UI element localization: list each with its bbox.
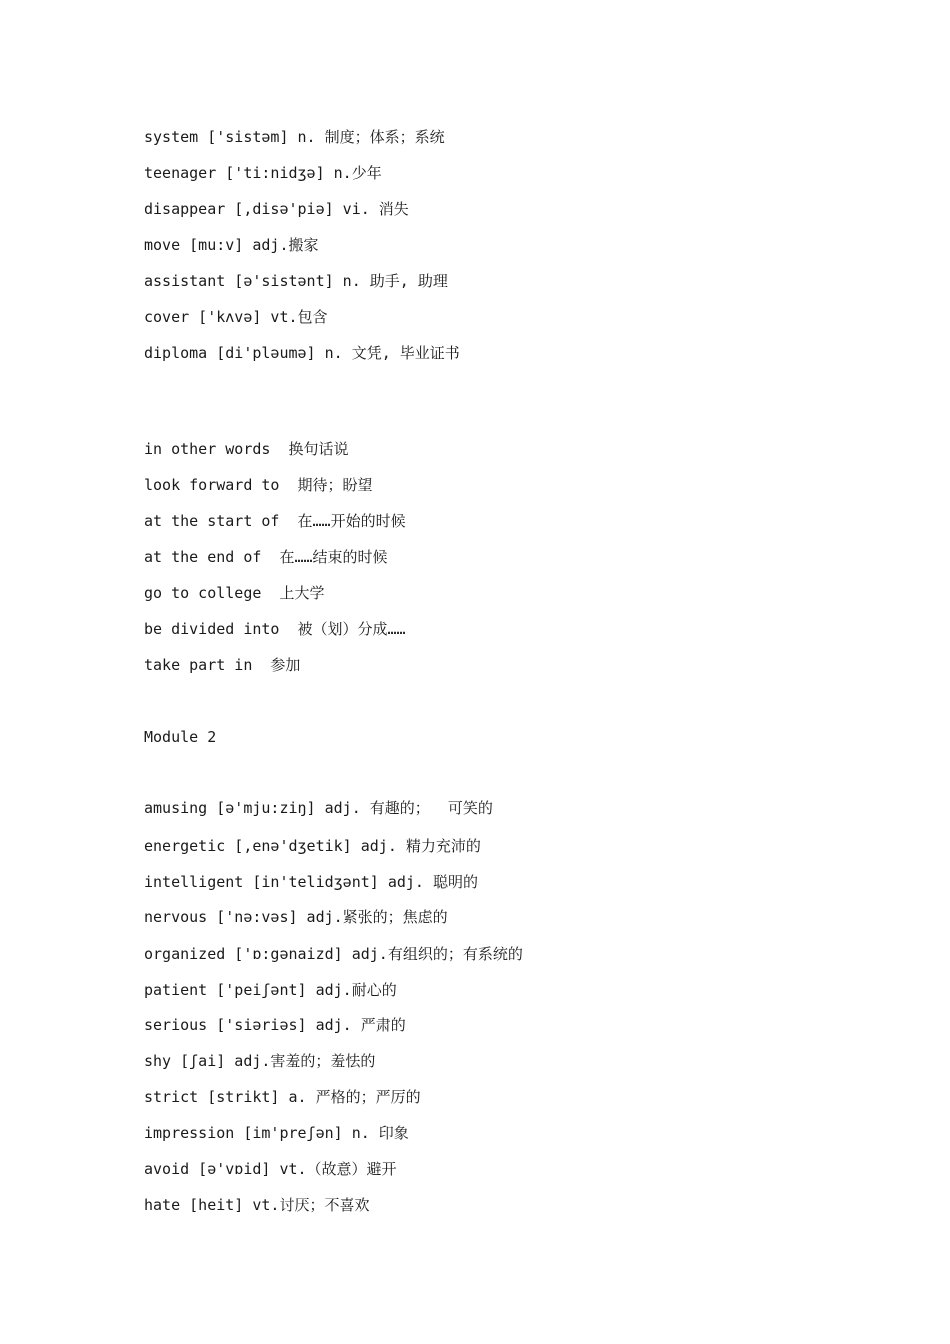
vocab-entry-hate: hate [heit] vt.讨厌；不喜欢 xyxy=(144,1196,370,1214)
vocab-entry-organized: organized ['ɒ:gənaizd] adj.有组织的；有系统的 xyxy=(144,945,523,963)
vocab-entry-move: move [mu:v] adj.搬家 xyxy=(144,236,319,254)
vocab-entry-disappear: disappear [,disə'piə] vi. 消失 xyxy=(144,200,409,218)
vocab-entry-teenager: teenager ['ti:nidʒə] n.少年 xyxy=(144,164,382,182)
vocab-entry-amusing: amusing [ə'mju:ziŋ] adj. 有趣的； 可笑的 xyxy=(144,799,493,817)
vocab-entry-strict: strict [strikt] a. 严格的；严厉的 xyxy=(144,1088,421,1106)
vocab-entry-intelligent: intelligent [in'telidʒənt] adj. 聪明的 xyxy=(144,873,478,891)
vocab-entry-assistant: assistant [ə'sistənt] n. 助手, 助理 xyxy=(144,272,448,290)
phrase-at-the-end-of: at the end of 在……结束的时候 xyxy=(144,548,388,566)
module-heading: Module 2 xyxy=(144,728,217,746)
vocab-entry-cover: cover ['kʌvə] vt.包含 xyxy=(144,308,328,326)
phrase-be-divided-into: be divided into 被（划）分成…… xyxy=(144,620,406,638)
vocab-entry-energetic: energetic [,enə'dʒetik] adj. 精力充沛的 xyxy=(144,837,481,855)
vocab-entry-diploma: diploma [di'pləumə] n. 文凭, 毕业证书 xyxy=(144,344,460,362)
vocab-entry-avoid: avoid [ə'vɒid] vt.（故意）避开 xyxy=(144,1160,397,1178)
phrase-in-other-words: in other words 换句话说 xyxy=(144,440,349,458)
phrase-at-the-start-of: at the start of 在……开始的时候 xyxy=(144,512,406,530)
vocab-entry-nervous: nervous ['nə:vəs] adj.紧张的；焦虑的 xyxy=(144,908,448,926)
vocab-entry-shy: shy [ʃai] adj.害羞的；羞怯的 xyxy=(144,1052,376,1070)
phrase-look-forward-to: look forward to 期待；盼望 xyxy=(144,476,373,494)
vocab-entry-patient: patient ['peiʃənt] adj.耐心的 xyxy=(144,981,397,999)
phrase-take-part-in: take part in 参加 xyxy=(144,656,301,674)
phrase-go-to-college: go to college 上大学 xyxy=(144,584,325,602)
vocab-entry-impression: impression [im'preʃən] n. 印象 xyxy=(144,1124,409,1142)
vocab-entry-serious: serious ['siəriəs] adj. 严肃的 xyxy=(144,1016,406,1034)
vocab-entry-system: system ['sistəm] n. 制度；体系；系统 xyxy=(144,128,445,146)
